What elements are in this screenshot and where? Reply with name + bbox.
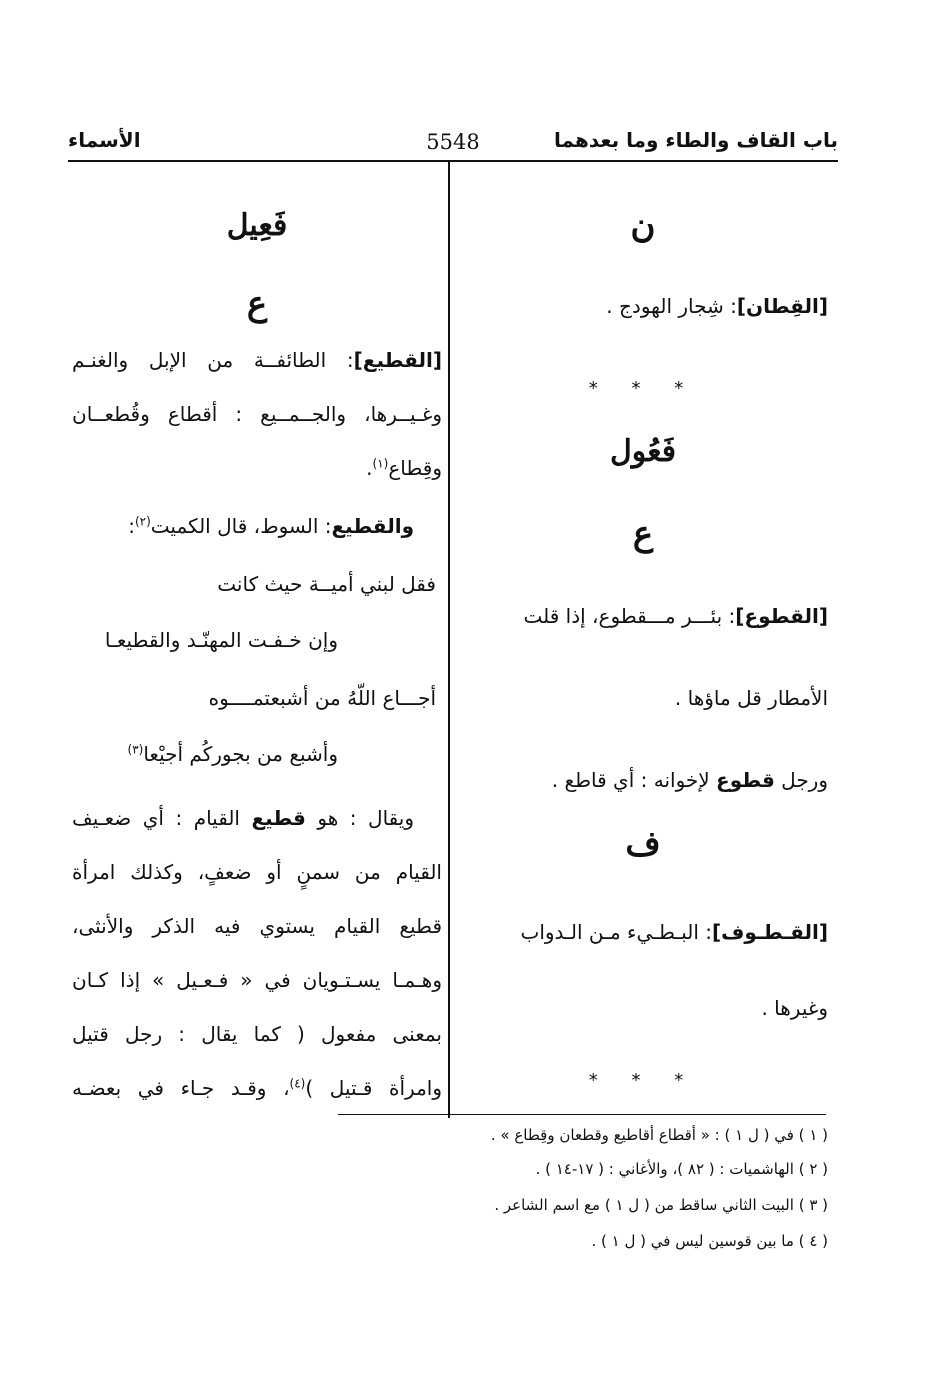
entry-qatu-man	[552, 768, 828, 792]
footnote-1: ( ١ ) في ( ل ١ ) : « أقطاع أقاطيع وقطعان وقِطاع » .	[490, 1126, 828, 1144]
text: ويقال : هو	[317, 806, 415, 830]
page-header	[68, 128, 838, 162]
definition: لإخوانه : أي قاطع .	[551, 768, 710, 792]
entry-qatu-line1	[524, 604, 829, 628]
verse-line-3: أجـــاع اللّهُ من أشبعتمــــوه	[208, 686, 436, 710]
text: :	[128, 514, 135, 538]
headword: والقطيع	[331, 514, 414, 538]
entry-qati-qiyam-line6	[72, 1076, 442, 1100]
entry-qati-qiyam-line2: القيام من سمنٍ أو ضعفٍ، وكذلك امرأة	[72, 860, 442, 884]
letter-heading-nun: ن	[630, 206, 656, 246]
section-separator-stars: * * *	[588, 378, 698, 399]
entry-qati-qiyam-line1	[72, 806, 414, 830]
running-head-chapter: باب القاف والطاء وما بعدهما	[554, 128, 838, 152]
column-divider	[448, 160, 450, 1118]
section-separator-stars: * * *	[588, 1070, 698, 1091]
text: ورجل	[781, 768, 828, 792]
footnote-4: ( ٤ ) ما بين قوسين ليس في ( ل ١ ) .	[591, 1232, 828, 1250]
entry-qati-line1	[72, 348, 442, 372]
pattern-heading-fail: فَعِيل	[226, 208, 288, 243]
entry-qati-line2: وغـيــرها، والجــمــيع : أقطاع وقُطعــان	[72, 402, 442, 426]
headword: قطوع	[716, 768, 775, 792]
definition: : الطائفــة من الإبل والغنـم	[72, 348, 354, 372]
entry-qatuf-line2: وغيرها .	[761, 996, 828, 1020]
entry-qatu-line2: الأمطار قل ماؤها .	[674, 686, 828, 710]
definition: : السوط، قال الكميت	[150, 514, 332, 538]
text: وامرأة قـتيل )	[305, 1076, 442, 1100]
headword: [القـطـوف]	[712, 920, 828, 944]
letter-heading-ayn: ع	[246, 284, 268, 324]
pattern-heading-faul: فَعُول	[609, 434, 677, 469]
headword: [القطوع]	[735, 604, 828, 628]
headword: [القِطان]	[736, 294, 828, 318]
page-number: 5548	[426, 130, 480, 154]
definition: القيام : أي ضعـيف	[72, 806, 240, 830]
footnote-rule	[338, 1114, 826, 1115]
footnote-2: ( ٢ ) الهاشميات : ( ٨٢ )، والأغاني : ( ١٧-١٤ ) .	[535, 1160, 828, 1178]
footnote-ref: (٢)	[134, 514, 151, 529]
footnote-ref: (٤)	[289, 1076, 306, 1091]
text: ، وقـد جـاء في بعضـه	[72, 1076, 290, 1100]
footnote-3: ( ٣ ) البيت الثاني ساقط من ( ل ١ ) مع اسم الشاعر .	[494, 1196, 828, 1214]
definition: : شِجار الهودج .	[606, 294, 737, 318]
text: .	[366, 456, 373, 480]
definition: : بئـــر مـــقطوع، إذا قلت	[523, 604, 736, 628]
entry-qati-whip	[128, 514, 414, 538]
header-rule	[68, 160, 838, 162]
verse-line-1: فقل لبني أميــة حيث كانت	[217, 572, 436, 596]
letter-heading-ayn: ع	[632, 514, 654, 554]
text: وأشبع من بجوركُم أجيْعا	[143, 742, 338, 766]
entry-qati-qiyam-line3: قطيع القيام يستوي فيه الذكر والأنثى،	[72, 914, 442, 938]
verse-line-2: وإن خـفـت المهنّـد والقطيعـا	[104, 628, 338, 652]
letter-heading-fa: ف	[625, 824, 661, 864]
definition: : البـطـيء مـن الـدواب	[520, 920, 713, 944]
footnote-ref: (٣)	[127, 742, 144, 757]
entry-qati-qiyam-line4: وهـمـا يسـتـويان في « فـعـيل » إذا كـان	[72, 968, 442, 992]
text: وقِطاع	[388, 456, 442, 480]
entry-qitan	[606, 294, 828, 318]
entry-qati-line3	[366, 456, 442, 480]
headword: قطيع	[251, 806, 306, 830]
running-head-section: الأسماء	[68, 128, 141, 152]
entry-qati-qiyam-line5: بمعنى مفعول ( كما يقال : رجل قتيل	[72, 1022, 442, 1046]
footnote-ref: (١)	[372, 456, 389, 471]
verse-line-4	[128, 742, 339, 766]
entry-qatuf-line1	[520, 920, 828, 944]
headword: [القطيع]	[353, 348, 442, 372]
